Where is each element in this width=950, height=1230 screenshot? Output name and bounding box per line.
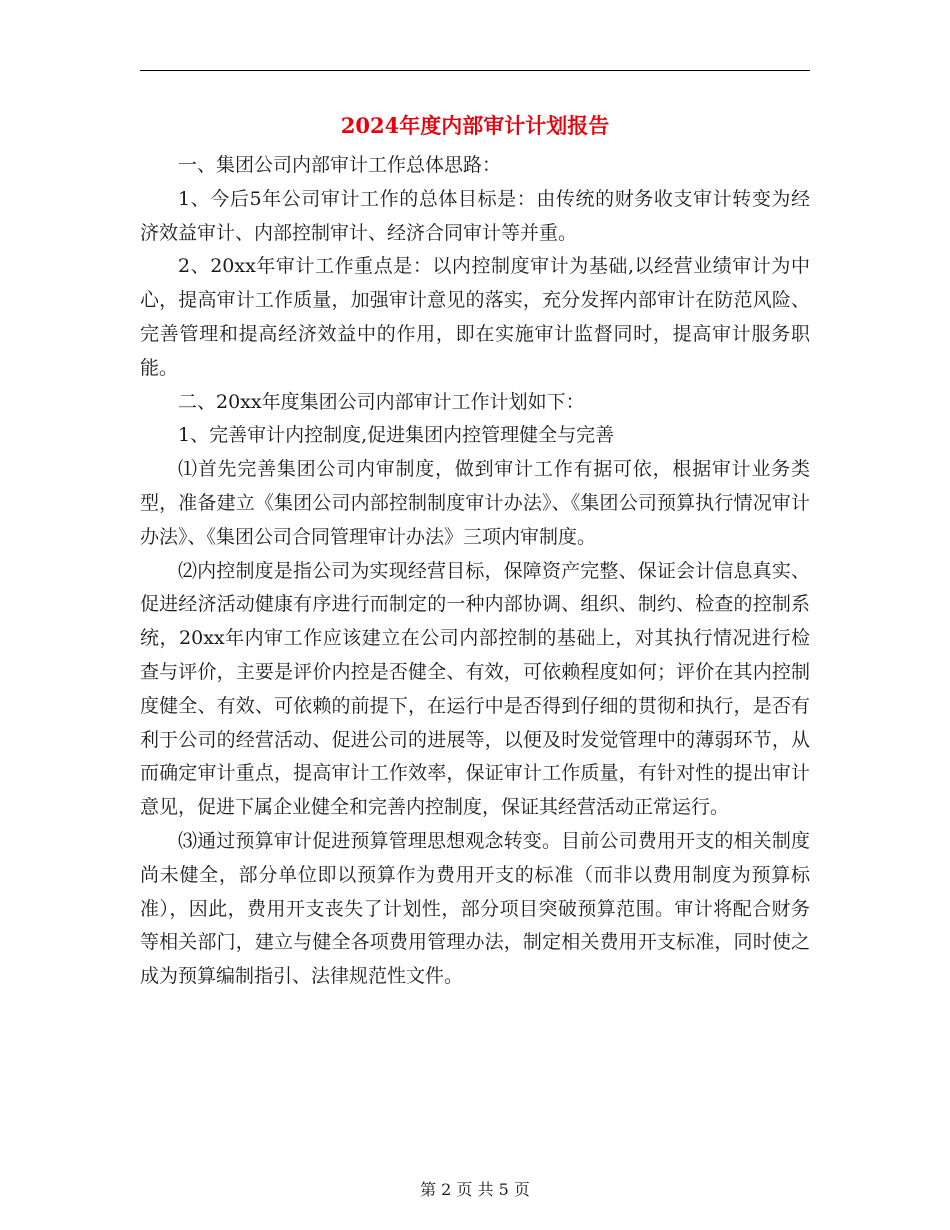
subsection-heading-1: 1、完善审计内控制度,促进集团内控管理健全与完善 xyxy=(178,424,615,447)
paragraph-item-1: ⑴首先完善集团公司内审制度，做到审计工作有据可依，根据审计业务类型，准备建立《集团公司内部控制制度审计办法》、《集团公司预算执行情况审计办法》、《集团公司合同管理审计办法》三项内审制度。 xyxy=(140,458,810,548)
paragraph-item-3: ⑶通过预算审计促进预算管理思想观念转变。目前公司费用开支的相关制度尚未健全，部分单位即以预算作为费用开支的标准（而非以费用制度为预算标准），因此，费用开支丧失了计划性，部分项目突破预算范围。审计将配合财务等相关部门，建立与健全各项费用管理办法，制定相关费用开支标准，同时使之成为预算编制指引、法律规范性文件。 xyxy=(140,829,810,988)
page-number-footer: 第 2 页 共 5 页 xyxy=(420,1180,530,1199)
document-title: 2024年度内部审计计划报告 xyxy=(340,113,610,138)
header-rule xyxy=(140,70,810,71)
paragraph-focus: 2、20xx年审计工作重点是：以内控制度审计为基础,以经营业绩审计为中心，提高审计工作质量，加强审计意见的落实，充分发挥内部审计在防范风险、完善管理和提高经济效益中的作用，即在实施审计监督同时，提高审计服务职能。 xyxy=(140,255,810,379)
section-heading-1: 一、集团公司内部审计工作总体思路： xyxy=(178,154,502,176)
document-body xyxy=(140,149,810,994)
paragraph-item-2: ⑵内控制度是指公司为实现经营目标，保障资产完整、保证会计信息真实、促进经济活动健康有序进行而制定的一种内部协调、组织、制约、检查的控制系统，20xx年内审工作应该建立在公司内部控制的基础上，对其执行情况进行检查与评价，主要是评价内控是否健全、有效，可依赖程度如何；评价在其内控制度健全、有效、可依赖的前提下，在运行中是否得到仔细的贯彻和执行，是否有利于公司的经营活动、促进公司的进展等，以便及时发觉管理中的薄弱环节，从而确定审计重点，提高审计工作效率，保证审计工作质量，有针对性的提出审计意见，促进下属企业健全和完善内控制度，保证其经营活动正常运行。 xyxy=(140,559,810,819)
section-heading-2: 二、20xx年度集团公司内部审计工作计划如下： xyxy=(178,390,585,413)
paragraph-goal: 1、今后5年公司审计工作的总体目标是：由传统的财务收支审计转变为经济效益审计、内部控制审计、经济合同审计等并重。 xyxy=(140,187,810,244)
